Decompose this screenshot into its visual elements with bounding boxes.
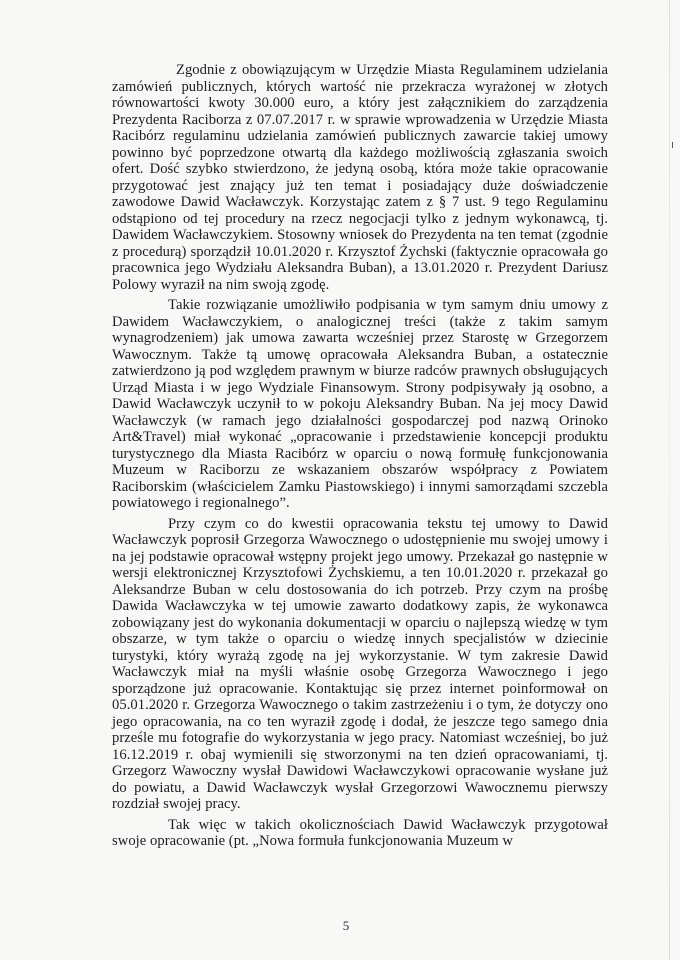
paragraph-3: Przy czym co do kwestii opracowania tekstu tej umowy to Dawid Wacławczyk poprosił Grzegorza Wawocznego o udostępnienie mu swojej umowy i na jej podstawie opracował wstępny projekt jego umowy. Przekazał go następnie w wersji elektronicznej Krzysztofowi Żychskiemu, a ten 10.01.2020 r. przekazał go Aleksandrze Buban w celu dostosowania do ich potrzeb. Przy czym na prośbę Dawida Wacławczyka w tej umowie zawarto dodatkowy zapis, że wykonawca zobowiązany jest do wykonania dokumentacji w oparciu o najlepszą wiedzę w tym obszarze, w tym także o oparciu o wiedzę innych specjalistów w dziecinie turystyki, który wyrażą zgodę na jej wykorzystanie. W tym zakresie Dawid Wacławczyk miał na myśli właśnie osobę Grzegorza Wawocznego i jego sporządzone już opracowanie. Kontaktując się przez internet poinformował on 05.01.2020 r. Grzegorza Wawocznego o takim zastrzeżeniu i o tym, że dotyczy ono jego opracowania, na co ten wyraził zgodę i dodał, że jeszcze tego samego dnia prześle mu fotografie do wykorzystania w jego pracy. Natomiast wcześniej, bo już 16.12.2019 r. obaj wymienili się stworzonymi na ten dzień opracowaniami, tj. Grzegorz Wawoczny wysłał Dawidowi Wacławczykowi opracowanie wysłane już do powiatu, a Dawid Wacławczyk wysłał Grzegorzowi Wawocznemu pierwszy rozdział swojej pracy. [112, 515, 608, 812]
page-number: 5 [342, 918, 350, 933]
document-body [112, 62, 608, 854]
paragraph-1: Zgodnie z obowiązującym w Urzędzie Miasta Regulaminem udzielania zamówień publicznych, których wartość nie przekracza wyrażonej w złotych równowartości kwoty 30.000 euro, a który jest załącznikiem do zarządzenia Prezydenta Raciborza z 07.07.2017 r. w sprawie wprowadzenia w Urzędzie Miasta Racibórz regulaminu udzielania zamówień publicznych zawarcie takiej umowy powinno być poprzedzone otwartą dla każdego możliwością zgłaszania swoich ofert. Dość szybko stwierdzono, że jedyną osobą, która może takie opracowanie przygotować jest znający już ten temat i posiadający duże doświadczenie zawodowe Dawid Wacławczyk. Korzystając zatem z § 7 ust. 9 tego Regulaminu odstąpiono od tej procedury na rzecz negocjacji tylko z jednym wykonawcą, tj. Dawidem Wacławczykiem. Stosowny wniosek do Prezydenta na ten temat (zgodnie z procedurą) sporządził 10.01.2020 r. Krzysztof Żychski (faktycznie opracowała go pracownica jego Wydziału Aleksandra Buban), a 13.01.2020 r. Prezydent Dariusz Polowy wyraził na nim swoją zgodę. [112, 62, 608, 293]
paragraph-2: Takie rozwiązanie umożliwiło podpisania w tym samym dniu umowy z Dawidem Wacławczykiem, o analogicznej treści (także z takim samym wynagrodzeniem) jak umowa zawarta wcześniej przez Starostę w Grzegorzem Wawocznym. Także tą umowę opracowała Aleksandra Buban, a ostatecznie zatwierdzono ją pod względem prawnym w biurze radców prawnych obsługujących Urząd Miasta i w jego Wydziale Finansowym. Strony podpisywały ją osobno, a Dawid Wacławczyk uczynił to w pokoju Aleksandry Buban. Na jej mocy Dawid Wacławczyk (w ramach jego działalności gospodarczej pod nazwą Orinoko Art&Travel) miał wykonać „opracowanie i przedstawienie koncepcji produktu turystycznego dla Miasta Racibórz w oparciu o nową formułę funkcjonowania Muzeum w Raciborzu ze wskazaniem obszarów współpracy z Powiatem Raciborskim (właścicielem Zamku Piastowskiego) i innymi samorządami szczebla powiatowego i regionalnego”. [112, 297, 608, 511]
scan-edge-line [669, 0, 670, 960]
paragraph-4: Tak więc w takich okolicznościach Dawid Wacławczyk przygotował swoje opracowanie (pt. „Nowa formuła funkcjonowania Muzeum w [112, 816, 608, 849]
margin-mark [672, 142, 676, 148]
